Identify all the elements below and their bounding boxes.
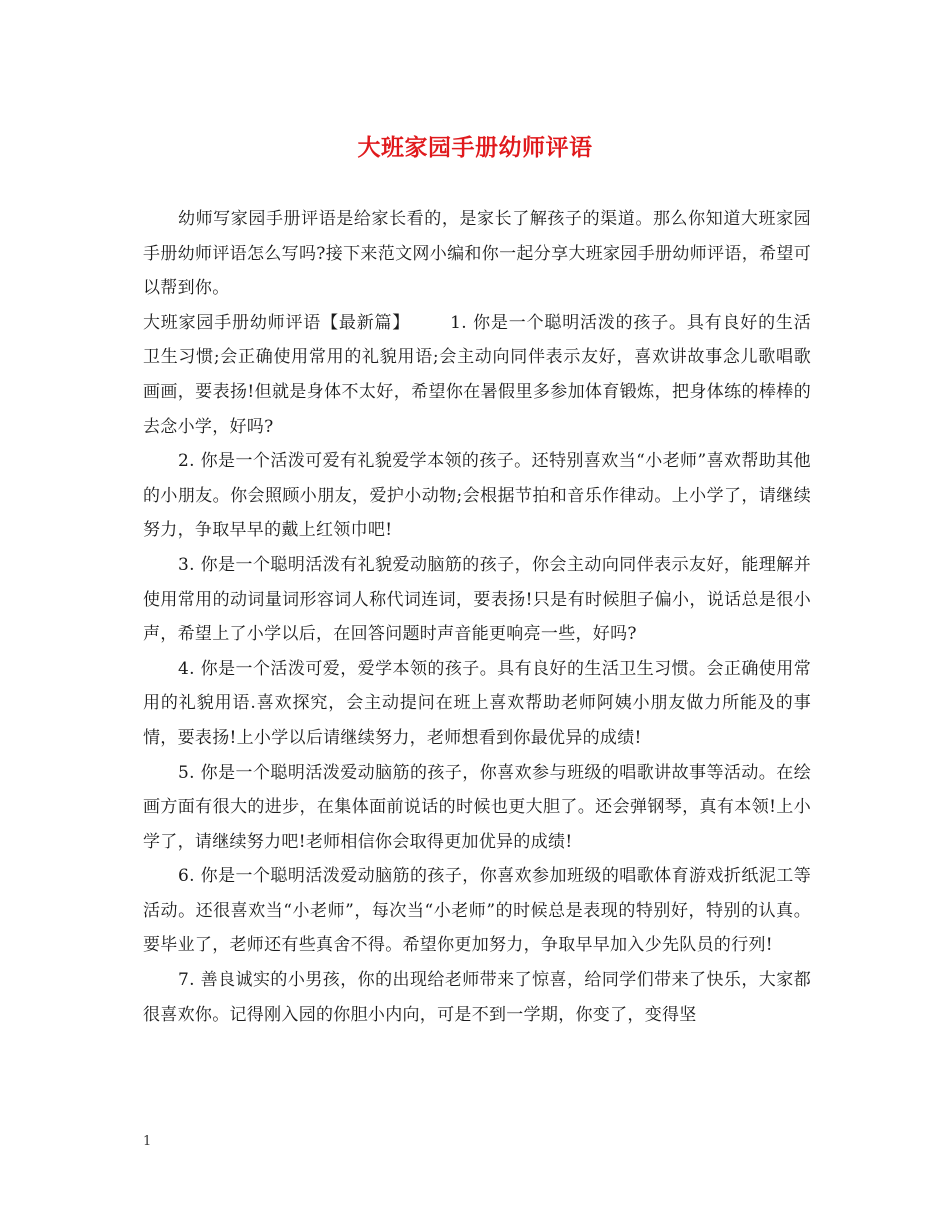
- section-heading: 大班家园手册幼师评语【最新篇】: [143, 312, 411, 333]
- intro-paragraph: 幼师写家园手册评语是给家长看的，是家长了解孩子的渠道。那么你知道大班家园手册幼师评语怎么写吗?接下来范文网小编和你一起分享大班家园手册幼师评语，希望可以帮到你。: [143, 209, 811, 299]
- comment-item-5: 5. 你是一个聪明活泼爱动脑筋的孩子，你喜欢参与班级的唱歌讲故事等活动。在绘画方面有很大的进步，在集体面前说话的时候也更大胆了。还会弹钢琴，真有本领!上小学了，请继续努力吧!老师相信你会取得更加优异的成绩!: [143, 762, 811, 852]
- comment-item-2: 2. 你是一个活泼可爱有礼貌爱学本领的孩子。还特别喜欢当“小老师”喜欢帮助其他的小朋友。你会照顾小朋友，爱护小动物;会根据节拍和音乐作律动。上小学了，请继续努力，争取早早的戴上红领巾吧!: [143, 451, 811, 541]
- comment-item-4: 4. 你是一个活泼可爱，爱学本领的孩子。具有良好的生活卫生习惯。会正确使用常用的礼貌用语.喜欢探究，会主动提问在班上喜欢帮助老师阿姨小朋友做力所能及的事情，要表扬!上小学以后请继续努力，老师想看到你最优异的成绩!: [143, 658, 811, 748]
- page-number: 1: [143, 1134, 152, 1149]
- comment-item-1: 1. 你是一个聪明活泼的孩子。具有良好的生活卫生习惯;会正确使用常用的礼貌用语;会主动向同伴表示友好，喜欢讲故事念儿歌唱歌画画，要表扬!但就是身体不太好，希望你在暑假里多参加体育锻炼，把身体练的棒棒的去念小学，好吗?: [143, 312, 811, 437]
- document-title: 大班家园手册幼师评语: [357, 134, 593, 161]
- comment-item-7: 7. 善良诚实的小男孩，你的出现给老师带来了惊喜，给同学们带来了快乐，大家都很喜欢你。记得刚入园的你胆小内向，可是不到一学期，你变了，变得坚: [143, 970, 811, 1025]
- comment-item-6: 6. 你是一个聪明活泼爱动脑筋的孩子，你喜欢参加班级的唱歌体育游戏折纸泥工等活动。还很喜欢当“小老师”，每次当“小老师”的时候总是表现的特别好，特别的认真。要毕业了，老师还有些真舍不得。希望你更加努力，争取早早加入少先队员的行列!: [143, 866, 811, 956]
- document-body: [143, 202, 811, 1032]
- comment-item-3: 3. 你是一个聪明活泼有礼貌爱动脑筋的孩子，你会主动向同伴表示友好，能理解并使用常用的动词量词形容词人称代词连词，要表扬!只是有时候胆子偏小，说话总是很小声，希望上了小学以后，在回答问题时声音能更响亮一些，好吗?: [143, 554, 811, 645]
- section-paragraph: [143, 306, 811, 444]
